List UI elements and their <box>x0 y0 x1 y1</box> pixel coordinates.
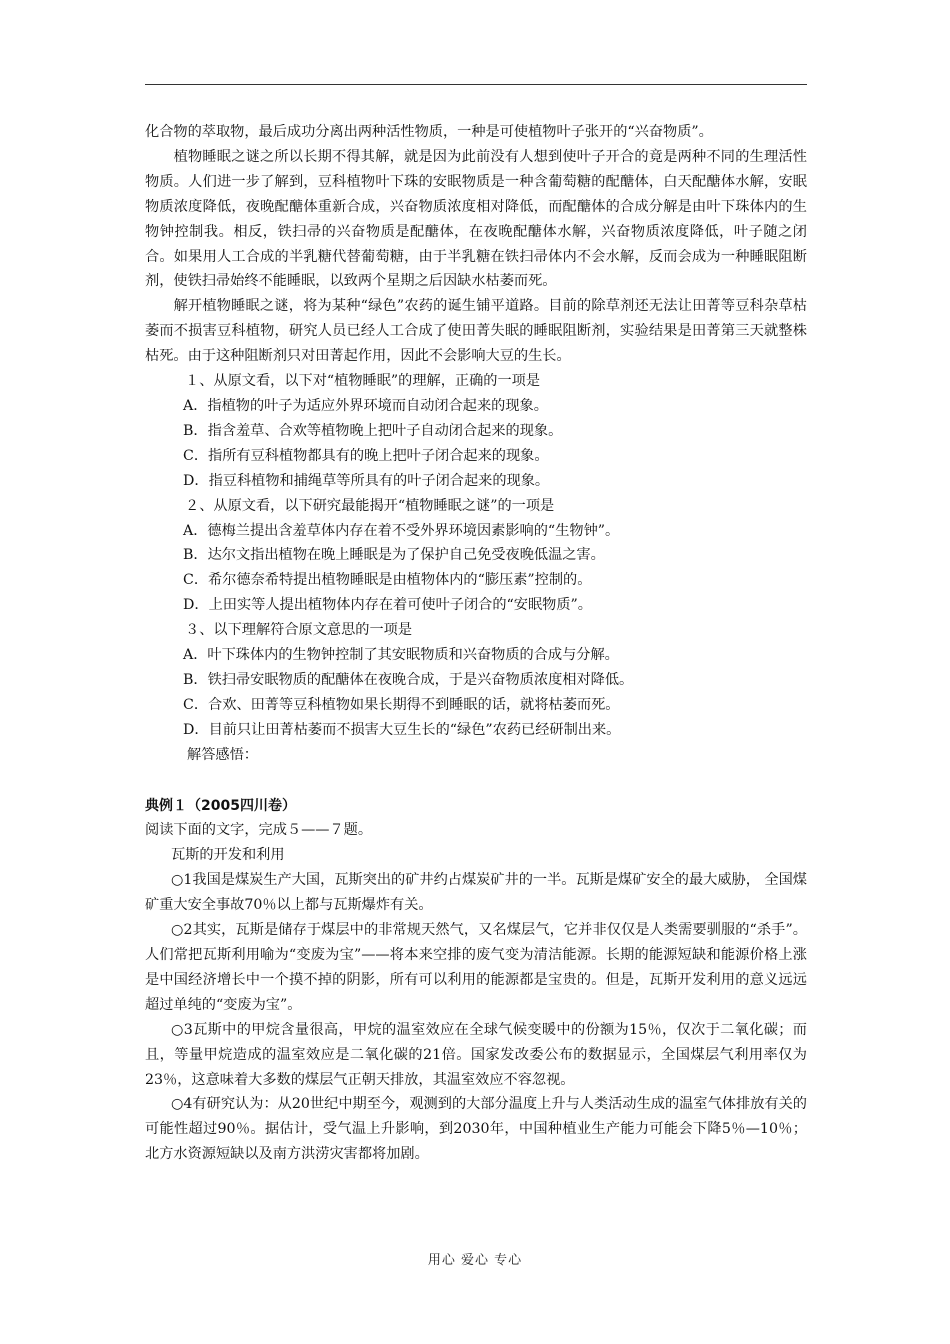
document-body <box>145 120 807 1167</box>
article-paragraph: ○2其实，瓦斯是储存于煤层中的非常规天然气，又名煤层气，它并非仅仅是人类需要驯服的“杀手”。人们常把瓦斯利用喻为“变废为宝”——将本来空排的废气变为清洁能源。长期的能源短缺和能源价格上涨是中国经济增长中一个摸不掉的阴影，所有可以利用的能源都是宝贵的。但是，瓦斯开发利用的意义远远超过单纯的“变废为宝”。 <box>145 922 807 1013</box>
example-title: 典例１（2005四川卷） <box>145 797 296 814</box>
question-option: C．合欢、田菁等豆科植物如果长期得不到睡眠的话，就将枯萎而死。 <box>183 696 620 713</box>
article-paragraph: ○3瓦斯中的甲烷含量很高，甲烷的温室效应在全球气候变暖中的份额为15％，仅次于二氧化碳；而且，等量甲烷造成的温室效应是二氧化碳的21倍。国家发改委公布的数据显示，全国煤层气利用率仅为23％，这意味着大多数的煤层气正朝天排放，其温室效应不容忽视。 <box>145 1021 807 1088</box>
question-option: D．上田实等人提出植物体内存在着可使叶子闭合的“安眠物质”。 <box>183 597 592 614</box>
question-option: B．达尔文指出植物在晚上睡眠是为了保护自己免受夜晚低温之害。 <box>183 547 605 564</box>
spacer <box>145 768 807 794</box>
article-title: 瓦斯的开发和利用 <box>171 847 285 864</box>
question-option: B．铁扫帚安眠物质的配醣体在夜晚合成，于是兴奋物质浓度相对降低。 <box>183 671 634 688</box>
header-rule <box>145 84 807 85</box>
question-option: D．指豆科植物和捕绳草等所具有的叶子闭合起来的现象。 <box>183 472 550 489</box>
question-option: A．指植物的叶子为适应外界环境而自动闭合起来的现象。 <box>183 397 548 414</box>
question-stem: １、从原文看，以下对“植物睡眠”的理解，正确的一项是 <box>185 373 541 390</box>
question-option: A．叶下珠体内的生物钟控制了其安眠物质和兴奋物质的合成与分解。 <box>183 647 619 664</box>
page-footer: 用心 爱心 专心 <box>427 1253 523 1268</box>
question-stem: ３、以下理解符合原文意思的一项是 <box>185 622 413 639</box>
passage-paragraph: 植物睡眠之谜之所以长期不得其解，就是因为此前没有人想到使叶子开合的竟是两种不同的生理活性物质。人们进一步了解到，豆科植物叶下珠的安眠物质是一种含葡萄糖的配醣体，白天配醣体水解，安眠物质浓度降低，夜晚配醣体重新合成，兴奋物质浓度相对降低，而配醣体的合成分解是由叶下珠体内的生物钟控制我。相反，铁扫帚的兴奋物质是配醣体，在夜晚配醣体水解，兴奋物质浓度降低，叶子随之闭合。如果用人工合成的半乳糖代替葡萄糖，由于半乳糖在铁扫帚体内不会水解，反而会成为一种睡眠阻断剂，使铁扫帚始终不能睡眠，以致两个星期之后因缺水枯萎而死。 <box>145 148 807 290</box>
question-option: D．目前只让田菁枯萎而不损害大豆生长的“绿色”农药已经研制出来。 <box>183 721 621 738</box>
article-paragraph: ○4有研究认为：从20世纪中期至今，观测到的大部分温度上升与人类活动生成的温室气体排放有关的可能性超过90％。据估计，受气温上升影响，到2030年，中国种植业生产能力可能会下降5％—10％；北方水资源短缺以及南方洪涝灾害都将加剧。 <box>145 1096 807 1163</box>
reflection-label: 解答感悟： <box>187 746 258 763</box>
example-instruction: 阅读下面的文字，完成５——７题。 <box>145 822 373 839</box>
passage-paragraph: 化合物的萃取物，最后成功分离出两种活性物质，一种是可使植物叶子张开的“兴奋物质”。 <box>145 124 713 140</box>
question-option: A．德梅兰提出含羞草体内存在着不受外界环境因素影响的“生物钟”。 <box>183 522 620 539</box>
passage-paragraph: 解开植物睡眠之谜，将为某种“绿色”农药的诞生铺平道路。目前的除草剂还无法让田菁等豆科杂草枯萎而不损害豆科植物，研究人员已经人工合成了使田菁失眠的睡眠阻断剂，实验结果是田菁第三天就整株枯死。由于这种阻断剂只对田菁起作用，因此不会影响大豆的生长。 <box>145 298 807 365</box>
question-option: B．指含羞草、合欢等植物晚上把叶子自动闭合起来的现象。 <box>183 422 563 439</box>
question-option: C．希尔德奈希特提出植物睡眠是由植物体内的“膨压素”控制的。 <box>183 572 592 589</box>
question-option: C．指所有豆科植物都具有的晚上把叶子闭合起来的现象。 <box>183 447 549 464</box>
article-paragraph: ○1我国是煤炭生产大国，瓦斯突出的矿井约占煤炭矿井的一半。瓦斯是煤矿安全的最大威胁， 全国煤矿重大安全事故70％以上都与瓦斯爆炸有关。 <box>145 872 807 914</box>
question-stem: ２、从原文看，以下研究最能揭开“植物睡眠之谜”的一项是 <box>185 497 555 514</box>
